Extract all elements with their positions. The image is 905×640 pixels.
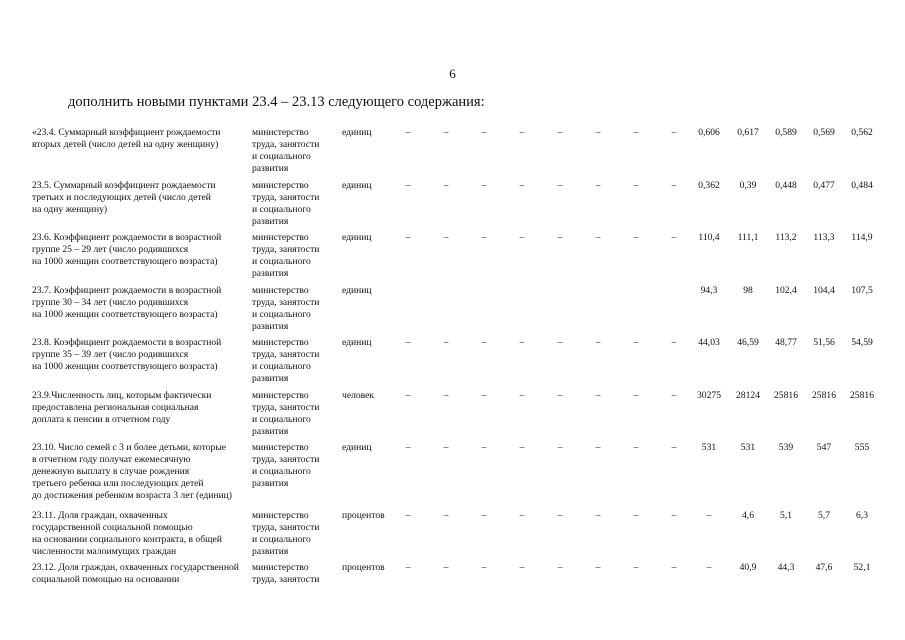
page-number: 6 [449,66,456,81]
dash-cell: – [519,180,525,191]
dash-cell: – [633,390,639,401]
dash-cell: – [481,442,487,453]
ministry-line: труда, занятости [252,192,320,203]
ministry-line: труда, занятости [252,349,320,360]
dash-cell: – [405,390,411,401]
dash-cell: – [671,510,677,521]
value-cell: 6,3 [856,510,868,521]
ministry-line: министерство [252,337,309,348]
indicator-cell [32,285,248,321]
value-cell: 51,56 [813,337,835,348]
indicator-cell [32,180,248,216]
ministry-line: развития [252,546,289,557]
dash-cell: – [405,442,411,453]
dash-cell: – [443,337,449,348]
dash-cell: – [595,390,601,401]
unit-cell: единиц [342,180,372,191]
indicator-line: на 1000 женщин соответствующего возраста) [32,309,218,320]
dash-cell: – [557,390,563,401]
value-cell: – [706,562,712,573]
value-cell: 113,3 [813,232,835,243]
ministry-line: министерство [252,285,309,296]
ministry-line: труда, занятости [252,454,320,465]
ministry-cell [252,180,336,228]
value-cell: 98 [743,285,753,296]
dash-cell: – [633,442,639,453]
dash-cell: – [519,510,525,521]
value-cell: 44,03 [698,337,720,348]
indicator-line: 23.9.Численность лиц, которым фактически [32,390,212,401]
dash-cell: – [443,180,449,191]
dash-cell: – [671,180,677,191]
dash-cell: – [481,390,487,401]
dash-cell: – [481,510,487,521]
dash-cell: – [557,442,563,453]
unit-cell: единиц [342,285,372,296]
ministry-line: и социального [252,151,311,162]
dash-cell: – [633,127,639,138]
indicator-line: на одну женщину) [32,204,108,215]
unit-cell: единиц [342,127,372,138]
dash-cell: – [557,562,563,573]
ministry-cell [252,232,336,280]
dash-cell: – [595,337,601,348]
value-cell: 0,39 [739,180,757,191]
indicator-line: в отчетном году получат ежемесячную [32,454,191,465]
ministry-line: труда, занятости [252,522,320,533]
indicator-cell [32,390,248,426]
value-cell: 4,6 [742,510,754,521]
dash-cell: – [557,127,563,138]
dash-cell: – [519,562,525,573]
dash-cell: – [481,232,487,243]
value-cell: 54,59 [851,337,873,348]
ministry-line: и социального [252,256,311,267]
indicator-line: на основании социального контракта, в общей [32,534,222,545]
ministry-line: министерство [252,390,309,401]
ministry-line: министерство [252,232,309,243]
indicator-line: государственной социальной помощью [32,522,193,533]
ministry-line: министерство [252,127,309,138]
indicator-line: на 1000 женщин соответствующего возраста) [32,361,218,372]
indicator-line: «23.4. Суммарный коэффициент рождаемости [32,127,221,138]
value-cell: 40,9 [739,562,757,573]
dash-cell: – [405,562,411,573]
dash-cell: – [481,562,487,573]
dash-cell: – [557,510,563,521]
ministry-line: и социального [252,309,311,320]
value-cell: 114,9 [851,232,873,243]
ministry-line: и социального [252,204,311,215]
ministry-cell [252,390,336,438]
dash-cell: – [443,510,449,521]
ministry-cell [252,562,336,586]
ministry-line: труда, занятости [252,139,320,150]
dash-cell: – [671,232,677,243]
value-cell: 28124 [736,390,760,401]
dash-cell: – [633,562,639,573]
unit-cell: процентов [342,562,385,573]
dash-cell: – [557,180,563,191]
indicator-cell [32,562,248,586]
value-cell: 0,617 [737,127,759,138]
value-cell: 25816 [850,390,874,401]
indicator-line: на 1000 женщин соответствующего возраста) [32,256,218,267]
dash-cell: – [443,390,449,401]
indicator-line: 23.10. Число семей с 3 и более детьми, которые [32,442,227,453]
unit-cell: человек [342,390,375,401]
ministry-cell [252,442,336,490]
dash-cell: – [671,442,677,453]
ministry-cell [252,285,336,333]
value-cell: 52,1 [853,562,871,573]
dash-cell: – [443,127,449,138]
value-cell: 531 [701,442,717,453]
dash-cell: – [405,232,411,243]
indicator-line: 23.8. Коэффициент рождаемости в возрастной [32,337,222,348]
dash-cell: – [519,442,525,453]
dash-cell: – [405,337,411,348]
ministry-line: труда, занятости [252,297,320,308]
value-cell: 104,4 [813,285,835,296]
ministry-line: труда, занятости [252,402,320,413]
value-cell: 25816 [812,390,836,401]
ministry-line: и социального [252,414,311,425]
value-cell: 5,1 [780,510,792,521]
value-cell: 48,77 [775,337,797,348]
intro-text: дополнить новыми пунктами 23.4 – 23.13 следующего содержания: [68,94,485,110]
indicator-line: группе 35 – 39 лет (число родившихся [32,349,189,360]
dash-cell: – [443,442,449,453]
ministry-line: развития [252,163,289,174]
ministry-line: развития [252,478,289,489]
value-cell: 111,1 [737,232,759,243]
value-cell: 30275 [697,390,721,401]
value-cell: 0,562 [851,127,873,138]
dash-cell: – [595,180,601,191]
value-cell: 0,589 [775,127,797,138]
value-cell: 555 [854,442,870,453]
dash-cell: – [595,127,601,138]
ministry-cell [252,127,336,175]
indicator-line: группе 30 – 34 лет (число родившихся [32,297,189,308]
dash-cell: – [557,337,563,348]
ministry-line: и социального [252,466,311,477]
dash-cell: – [519,390,525,401]
ministry-line: развития [252,216,289,227]
value-cell: 539 [778,442,794,453]
value-cell: 0,484 [851,180,873,191]
ministry-line: развития [252,321,289,332]
ministry-line: развития [252,426,289,437]
ministry-line: и социального [252,361,311,372]
indicator-line: денежную выплату в случае рождения [32,466,190,477]
value-cell: 531 [740,442,756,453]
ministry-line: и социального [252,534,311,545]
indicator-line: 23.7. Коэффициент рождаемости в возрастной [32,285,222,296]
indicator-line: третьих и последующих детей (число детей [32,192,211,203]
indicator-cell [32,232,248,268]
ministry-cell [252,337,336,385]
value-cell: 102,4 [775,285,797,296]
indicator-line: третьего ребенка или последующих детей [32,478,204,489]
dash-cell: – [633,232,639,243]
ministry-line: труда, занятости [252,244,320,255]
dash-cell: – [595,510,601,521]
ministry-line: развития [252,268,289,279]
dash-cell: – [443,232,449,243]
indicator-line: 23.5. Суммарный коэффициент рождаемости [32,180,216,191]
indicator-cell [32,127,248,151]
dash-cell: – [671,337,677,348]
unit-cell: единиц [342,442,372,453]
value-cell: 113,2 [775,232,797,243]
indicator-line: доплата к пенсии в отчетном году [32,414,171,425]
dash-cell: – [519,127,525,138]
indicator-line: численности малоимущих граждан [32,546,177,557]
ministry-line: министерство [252,442,309,453]
value-cell: 107,5 [851,285,873,296]
indicator-line: до достижения ребенком возраста 3 лет (единиц) [32,490,232,501]
ministry-line: министерство [252,562,309,573]
value-cell: 0,606 [698,127,720,138]
ministry-line: труда, занятости [252,574,320,585]
dash-cell: – [519,232,525,243]
dash-cell: – [595,562,601,573]
value-cell: 110,4 [698,232,720,243]
value-cell: 25816 [774,390,798,401]
dash-cell: – [671,390,677,401]
indicator-line: 23.6. Коэффициент рождаемости в возрастной [32,232,222,243]
dash-cell: – [443,562,449,573]
value-cell: – [706,510,712,521]
dash-cell: – [405,180,411,191]
value-cell: 5,7 [818,510,830,521]
dash-cell: – [633,180,639,191]
dash-cell: – [481,180,487,191]
indicator-line: социальной помощью на основании [32,574,180,585]
ministry-line: министерство [252,180,309,191]
dash-cell: – [557,232,563,243]
dash-cell: – [595,232,601,243]
ministry-line: министерство [252,510,309,521]
indicator-line: 23.11. Доля граждан, охваченных [32,510,168,521]
indicator-cell [32,337,248,373]
dash-cell: – [595,442,601,453]
dash-cell: – [481,127,487,138]
dash-cell: – [481,337,487,348]
dash-cell: – [633,337,639,348]
indicator-cell [32,442,248,502]
value-cell: 94,3 [700,285,718,296]
dash-cell: – [519,337,525,348]
value-cell: 547 [816,442,832,453]
value-cell: 44,3 [777,562,795,573]
unit-cell: единиц [342,232,372,243]
unit-cell: процентов [342,510,385,521]
value-cell: 0,448 [775,180,797,191]
dash-cell: – [671,562,677,573]
indicator-cell [32,510,248,558]
indicator-line: вторых детей (число детей на одну женщину) [32,139,219,150]
indicator-line: предоставлена региональная социальная [32,402,199,413]
unit-cell: единиц [342,337,372,348]
value-cell: 47,6 [815,562,833,573]
ministry-cell [252,510,336,558]
indicator-line: 23.12. Доля граждан, охваченных государственной [32,562,239,573]
indicator-line: группе 25 – 29 лет (число родившихся [32,244,189,255]
value-cell: 0,477 [813,180,835,191]
ministry-line: развития [252,373,289,384]
value-cell: 0,569 [813,127,835,138]
value-cell: 0,362 [698,180,720,191]
dash-cell: – [633,510,639,521]
value-cell: 46,59 [737,337,759,348]
dash-cell: – [405,510,411,521]
dash-cell: – [405,127,411,138]
dash-cell: – [671,127,677,138]
